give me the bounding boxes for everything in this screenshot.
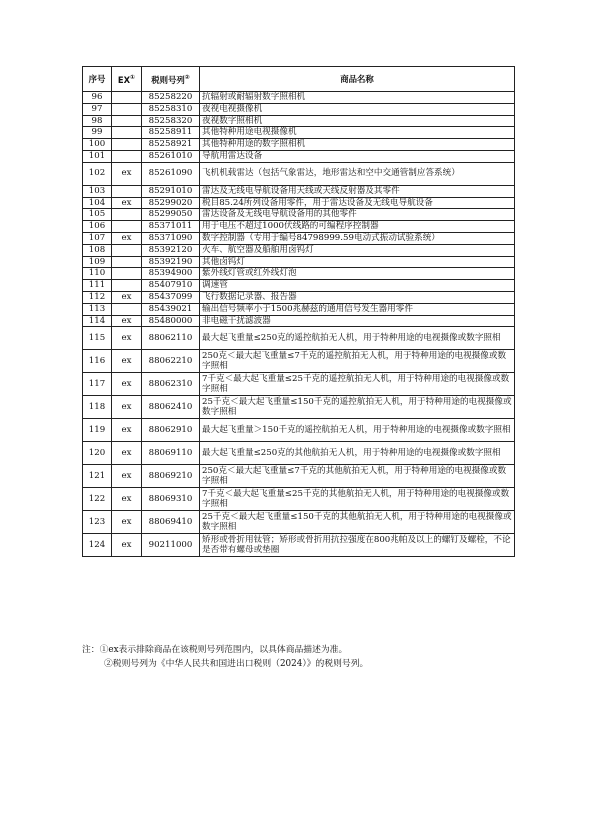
cell-name: 紫外线灯管或红外线灯泡 (200, 268, 515, 280)
cell-name: 税目85.24所列设备用零件，用于雷达设备及无线电导航设备 (200, 197, 515, 209)
cell-name: 其他特种用途的数字照相机 (200, 139, 515, 151)
header-ex (112, 67, 142, 92)
table-row (83, 350, 515, 373)
cell-code: 90211000 (142, 534, 200, 557)
cell-code: 85480000 (142, 315, 200, 327)
cell-seq: 114 (83, 315, 112, 327)
cell-ex (112, 268, 142, 280)
cell-name: 7千克＜最大起飞重量≤25千克的遥控航拍无人机，用于特种用途的电视摄像或数字照相 (200, 373, 515, 396)
cell-seq: 112 (83, 291, 112, 303)
table-row (83, 92, 515, 104)
cell-name: 输出信号频率小于1500兆赫兹的通用信号发生器用零件 (200, 303, 515, 315)
cell-name: 非电磁干扰滤波器 (200, 315, 515, 327)
table-row (83, 162, 515, 185)
table-row (83, 488, 515, 511)
cell-code: 88069310 (142, 488, 200, 511)
cell-ex: ex (112, 315, 142, 327)
table-row (83, 115, 515, 127)
cell-seq: 107 (83, 232, 112, 244)
table-row (83, 291, 515, 303)
cell-ex (112, 244, 142, 256)
table-row (83, 256, 515, 268)
cell-code: 85407910 (142, 280, 200, 292)
cell-seq: 119 (83, 419, 112, 442)
table-row (83, 442, 515, 465)
cell-code: 85392190 (142, 256, 200, 268)
cell-code: 85437099 (142, 291, 200, 303)
cell-seq: 120 (83, 442, 112, 465)
cell-code: 85299020 (142, 197, 200, 209)
cell-name: 夜视数字照相机 (200, 115, 515, 127)
cell-name: 导航用雷达设备 (200, 150, 515, 162)
cell-name: 雷达及无线电导航设备用天线或天线反射器及其零件 (200, 185, 515, 197)
cell-seq: 100 (83, 139, 112, 151)
header-name: 商品名称 (200, 67, 515, 92)
cell-name: 其他特种用途电视摄像机 (200, 127, 515, 139)
cell-ex: ex (112, 197, 142, 209)
cell-code: 85394900 (142, 268, 200, 280)
cell-seq: 104 (83, 197, 112, 209)
cell-code: 85258320 (142, 115, 200, 127)
cell-code: 88062110 (142, 327, 200, 350)
cell-ex (112, 139, 142, 151)
table-row (83, 419, 515, 442)
cell-name: 火车、航空器及船舶用卤钨灯 (200, 244, 515, 256)
table-row (83, 373, 515, 396)
table-row (83, 534, 515, 557)
table-row (83, 209, 515, 221)
cell-seq: 109 (83, 256, 112, 268)
cell-name: 雷达设备及无线电导航设备用的其他零件 (200, 209, 515, 221)
table-row (83, 139, 515, 151)
cell-code: 85299050 (142, 209, 200, 221)
table-row (83, 244, 515, 256)
cell-ex: ex (112, 534, 142, 557)
table-row (83, 103, 515, 115)
cell-ex: ex (112, 373, 142, 396)
cell-seq: 97 (83, 103, 112, 115)
cell-code: 88062410 (142, 396, 200, 419)
table-header-row (83, 67, 515, 92)
cell-seq: 96 (83, 92, 112, 104)
cell-name: 抗辐射或耐辐射数字照相机 (200, 92, 515, 104)
table-row (83, 511, 515, 534)
cell-seq: 103 (83, 185, 112, 197)
cell-seq: 105 (83, 209, 112, 221)
cell-code: 85439021 (142, 303, 200, 315)
cell-ex: ex (112, 488, 142, 511)
cell-seq: 101 (83, 150, 112, 162)
cell-ex: ex (112, 419, 142, 442)
cell-seq: 121 (83, 465, 112, 488)
table-row (83, 221, 515, 233)
footnotes (82, 643, 522, 671)
cell-seq: 113 (83, 303, 112, 315)
cell-seq: 123 (83, 511, 112, 534)
cell-name: 其他卤钨灯 (200, 256, 515, 268)
cell-seq: 122 (83, 488, 112, 511)
cell-name: 用于电压不超过1000伏线路的可编程序控制器 (200, 221, 515, 233)
cell-ex (112, 209, 142, 221)
cell-code: 88062910 (142, 419, 200, 442)
cell-name: 夜视电视摄像机 (200, 103, 515, 115)
cell-name: 飞机机载雷达（包括气象雷达，地形雷达和空中交通管制应答系统） (200, 162, 515, 185)
cell-name: 250克＜最大起飞重量≤7千克的遥控航拍无人机，用于特种用途的电视摄像或数字照相 (200, 350, 515, 373)
header-code (142, 67, 200, 92)
cell-name: 最大起飞重量≤250克的遥控航拍无人机，用于特种用途的电视摄像或数字照相 (200, 327, 515, 350)
cell-name: 最大起飞重量＞150千克的遥控航拍无人机，用于特种用途的电视摄像或数字照相 (200, 419, 515, 442)
table-row (83, 280, 515, 292)
header-code-footnote-mark: ② (184, 73, 190, 81)
cell-ex (112, 115, 142, 127)
cell-name: 25千克＜最大起飞重量≤150千克的其他航拍无人机，用于特种用途的电视摄像或数字照相 (200, 511, 515, 534)
cell-ex (112, 127, 142, 139)
cell-ex (112, 185, 142, 197)
table-row (83, 396, 515, 419)
cell-seq: 108 (83, 244, 112, 256)
table-row (83, 315, 515, 327)
cell-code: 88069410 (142, 511, 200, 534)
cell-ex: ex (112, 327, 142, 350)
cell-ex: ex (112, 350, 142, 373)
cell-name: 矫形或骨折用钛管；矫形或骨折用抗拉强度在800兆帕及以上的螺钉及螺栓，不论是否带有螺母或垫圈 (200, 534, 515, 557)
cell-code: 88062210 (142, 350, 200, 373)
table-row (83, 150, 515, 162)
cell-seq: 116 (83, 350, 112, 373)
cell-code: 85371090 (142, 232, 200, 244)
cell-code: 85392120 (142, 244, 200, 256)
cell-code: 88069110 (142, 442, 200, 465)
cell-ex: ex (112, 291, 142, 303)
cell-name: 最大起飞重量≤250克的其他航拍无人机，用于特种用途的电视摄像或数字照相 (200, 442, 515, 465)
table-row (83, 232, 515, 244)
cell-ex (112, 303, 142, 315)
goods-table (82, 66, 515, 557)
cell-seq: 124 (83, 534, 112, 557)
cell-code: 85371011 (142, 221, 200, 233)
cell-ex (112, 256, 142, 268)
cell-name: 7千克＜最大起飞重量≤25千克的其他航拍无人机，用于特种用途的电视摄像或数字照相 (200, 488, 515, 511)
table-row (83, 197, 515, 209)
cell-seq: 99 (83, 127, 112, 139)
cell-code: 85291010 (142, 185, 200, 197)
table-row (83, 268, 515, 280)
cell-ex: ex (112, 396, 142, 419)
cell-ex (112, 150, 142, 162)
table-row (83, 185, 515, 197)
header-ex-label: EX (117, 74, 131, 85)
cell-code: 85258310 (142, 103, 200, 115)
table-row (83, 303, 515, 315)
cell-name: 调速管 (200, 280, 515, 292)
cell-name: 25千克＜最大起飞重量≤150千克的遥控航拍无人机，用于特种用途的电视摄像或数字照相 (200, 396, 515, 419)
cell-name: 数字控制器（专用于编号84798999.59电动式振动试验系统） (200, 232, 515, 244)
footnote-2: ②税则号列为《中华人民共和国进出口税则（2024）》的税则号列。 (104, 659, 369, 669)
cell-code: 88062310 (142, 373, 200, 396)
cell-ex (112, 280, 142, 292)
cell-seq: 115 (83, 327, 112, 350)
cell-code: 85258220 (142, 92, 200, 104)
cell-name: 250克＜最大起飞重量≤7千克的其他航拍无人机，用于特种用途的电视摄像或数字照相 (200, 465, 515, 488)
cell-ex: ex (112, 442, 142, 465)
header-ex-footnote-mark: ① (130, 73, 136, 81)
cell-seq: 118 (83, 396, 112, 419)
table-body (83, 92, 515, 557)
cell-seq: 111 (83, 280, 112, 292)
cell-ex (112, 92, 142, 104)
cell-seq: 110 (83, 268, 112, 280)
cell-code: 85258911 (142, 127, 200, 139)
cell-code: 85258921 (142, 139, 200, 151)
cell-ex: ex (112, 232, 142, 244)
cell-ex: ex (112, 162, 142, 185)
cell-ex: ex (112, 511, 142, 534)
header-code-label: 税则号列 (151, 74, 185, 85)
cell-ex (112, 221, 142, 233)
cell-seq: 117 (83, 373, 112, 396)
header-seq: 序号 (83, 67, 112, 92)
footnote-1: 注：①ex表示排除商品在该税则号列范围内，以具体商品描述为准。 (82, 645, 348, 655)
cell-ex: ex (112, 465, 142, 488)
cell-ex (112, 103, 142, 115)
cell-code: 85261010 (142, 150, 200, 162)
table-row (83, 465, 515, 488)
cell-code: 88069210 (142, 465, 200, 488)
cell-code: 85261090 (142, 162, 200, 185)
cell-name: 飞行数据记录器、报告器 (200, 291, 515, 303)
table-row (83, 127, 515, 139)
cell-seq: 102 (83, 162, 112, 185)
cell-seq: 98 (83, 115, 112, 127)
cell-seq: 106 (83, 221, 112, 233)
table-row (83, 327, 515, 350)
